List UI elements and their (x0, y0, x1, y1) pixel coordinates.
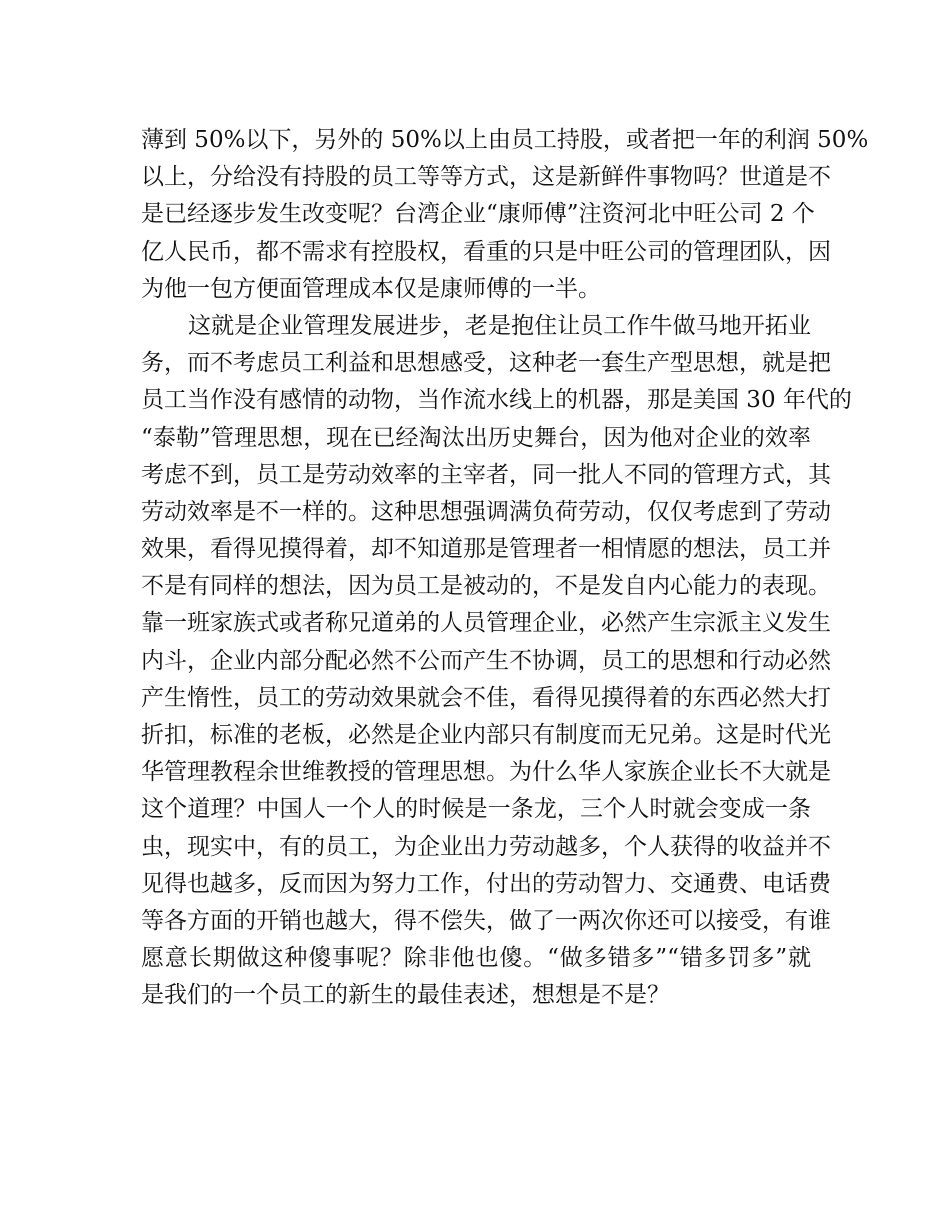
text-line: 华管理教程余世维教授的管理思想。为什么华人家族企业长不大就是 (141, 759, 831, 786)
paragraph-first-line: 这就是企业管理发展进步，老是抱住让员工作牛做马地开拓业 (188, 312, 811, 339)
text-line: 薄到 50%以下，另外的 50%以上由员工持股，或者把一年的利润 50% (141, 127, 869, 153)
text-line: 效果，看得见摸得着，却不知道那是管理者一相情愿的想法，员工并 (141, 536, 831, 563)
text-line: 以上，分给没有持股的员工等等方式，这是新鲜件事物吗？世道是不 (141, 164, 831, 191)
text-line: 愿意长期做这种傻事呢？除非他也傻。“做多错多”“错多罚多”就 (141, 945, 811, 972)
text-line: 虫，现实中，有的员工，为企业出力劳动越多，个人获得的收益并不 (141, 833, 831, 860)
text-line: 务，而不考虑员工利益和思想感受，这种老一套生产型思想，就是把 (141, 350, 831, 377)
body-text (141, 122, 869, 1015)
text-line: 为他一包方便面管理成本仅是康师傅的一半。 (141, 275, 601, 302)
text-line: 考虑不到，员工是劳动效率的主宰者，同一批人不同的管理方式，其 (141, 461, 831, 488)
text-line: 不是有同样的想法，因为员工是被动的，不是发自内心能力的表现。 (141, 573, 831, 600)
text-line: “泰勒”管理思想，现在已经淘汰出历史舞台，因为他对企业的效率 (141, 424, 811, 451)
text-line: 内斗，企业内部分配必然不公而产生不协调，员工的思想和行动必然 (141, 647, 831, 674)
text-line: 是我们的一个员工的新生的最佳表述，想想是不是？ (141, 982, 670, 1009)
text-line: 折扣，标准的老板，必然是企业内部只有制度而无兄弟。这是时代光 (141, 722, 831, 748)
text-line: 劳动效率是不一样的。这种思想强调满负荷劳动，仅仅考虑到了劳动 (141, 498, 831, 525)
text-line: 产生惰性，员工的劳动效果就会不佳，看得见摸得着的东西必然大打 (141, 684, 831, 711)
text-line: 这个道理？中国人一个人的时候是一条龙，三个人时就会变成一条 (141, 796, 811, 823)
text-line: 员工当作没有感情的动物，当作流水线上的机器，那是美国 30 年代的 (141, 387, 852, 414)
text-line: 亿人民币，都不需求有控股权，看重的只是中旺公司的管理团队，因 (141, 238, 831, 265)
text-line: 等各方面的开销也越大，得不偿失，做了一两次你还可以接受，有谁 (141, 907, 831, 934)
text-line: 靠一班家族式或者称兄道弟的人员管理企业，必然产生宗派主义发生 (141, 610, 831, 637)
text-line: 见得也越多，反而因为努力工作，付出的劳动智力、交通费、电话费 (141, 870, 831, 897)
text-line: 是已经逐步发生改变呢？台湾企业“康师傅”注资河北中旺公司 2 个 (141, 201, 815, 228)
